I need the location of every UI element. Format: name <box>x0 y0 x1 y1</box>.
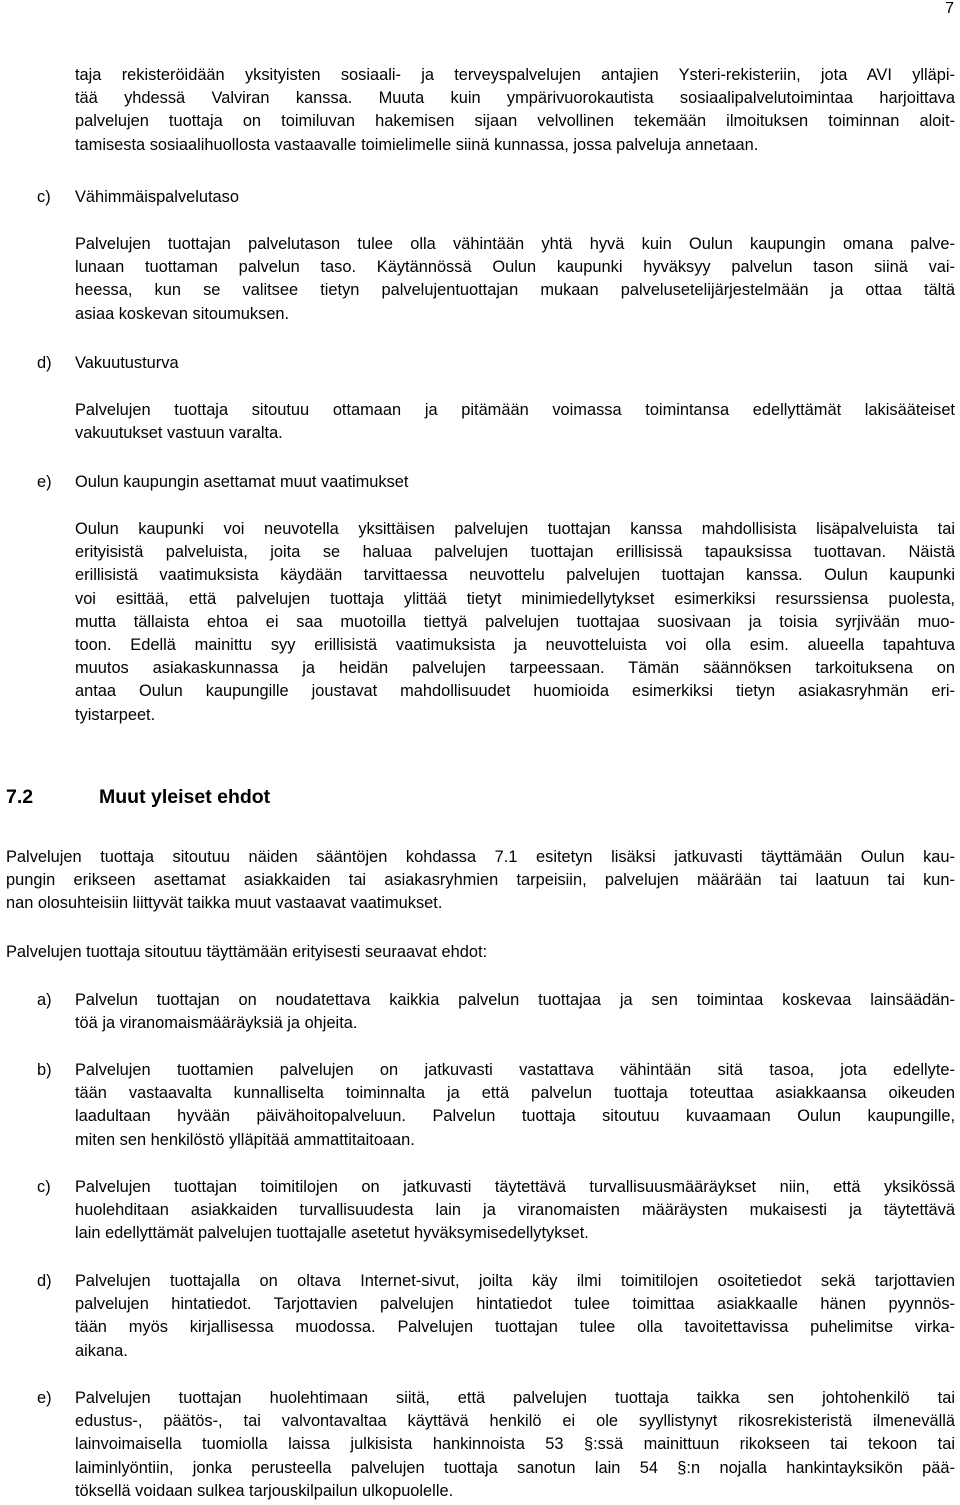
text-line: töä ja viranomaismääräyksiä ja ohjeita. <box>75 1014 358 1033</box>
condition-c-body <box>75 1176 955 1246</box>
text-line: muutos asiakaskunnassa ja heidän palvelujen tarpeessaan. Tämän säännöksen tarkoituksena on <box>75 659 955 678</box>
section-e-letter: e) <box>37 473 52 491</box>
section-e-title: Oulun kaupungin asettamat muut vaatimukset <box>75 473 409 491</box>
text-line: tyistarpeet. <box>75 705 156 724</box>
text-line: tään myös kirjallisessa muodossa. Palvelujen tuottajan tulee olla tavoitettavissa puhelimitse virka- <box>75 1318 955 1337</box>
text-line: pungin erikseen asettamat asiakkaiden tai asiakasryhmien tarpeisiin, palvelujen määrään tai laatuun tai kun- <box>6 871 955 890</box>
section-c-letter: c) <box>37 188 51 206</box>
section-d-letter: d) <box>37 354 52 372</box>
condition-d-letter: d) <box>37 1272 52 1290</box>
text-line: nan olosuhteisiin liittyvät taikka muut vastaavat vaatimukset. <box>6 894 443 913</box>
text-line: palvelujen hintatiedot. Tarjottavien palvelujen hintatiedot tulee toimittaa asiakkaalle hänen pyynnös- <box>75 1295 955 1314</box>
top-paragraph <box>75 64 955 157</box>
text-line: Palvelujen tuottajalla on oltava Internet-sivut, joilta käy ilmi toimitilojen osoitetiedot sekä tarjottavien <box>75 1272 955 1290</box>
condition-a-letter: a) <box>37 991 52 1009</box>
text-line: toon. Edellä mainittu syy erillisistä vaatimuksista ja neuvotteluista voi olla esim. alueella tapahtuva <box>75 636 955 655</box>
section-d-title: Vakuutusturva <box>75 354 179 372</box>
text-line: laiminlyöntiin, jonka perusteella palvelujen tuottaja sanotun lain 54 §:n nojalla hankintayksikön pää- <box>75 1458 955 1477</box>
text-line: aikana. <box>75 1341 128 1360</box>
condition-c-letter: c) <box>37 1178 51 1196</box>
text-line: Oulun kaupunki voi neuvotella yksittäisen palvelujen tuottajan kanssa mahdollisista lisäpalveluista tai <box>75 520 955 538</box>
text-line: Palvelujen tuottajan huolehtimaan siitä, että palvelujen tuottaja taikka sen johtohenkilö tai <box>75 1389 955 1407</box>
text-line: mutta tällaista ehtoa ei saa muotoilla tiettyä palvelujen tuottajaa suosivaan ja toisia syrjivään muo- <box>75 612 955 631</box>
section-heading-title: Muut yleiset ehdot <box>99 786 271 808</box>
text-line: laadultaan hyvään päivähoitopalveluun. Palvelun tuottaja sitoutuu kuvaamaan Oulun kaupungille, <box>75 1107 955 1126</box>
text-line: Palvelujen tuottaja sitoutuu ottamaan ja pitämään voimassa toimintansa edellyttämät lakisääteiset <box>75 401 955 419</box>
text-line: taja rekisteröidään yksityisten sosiaali- ja terveyspalvelujen antajien Ysteri-rekisteriin, jota AVI ylläpi- <box>75 66 955 84</box>
section-c-body <box>75 233 955 326</box>
condition-d-body <box>75 1270 955 1363</box>
condition-e-body <box>75 1387 955 1503</box>
text-line: Palvelujen tuottamien palvelujen on jatkuvasti vastattava vähintään sitä tasoa, jota edellyte- <box>75 1061 955 1079</box>
text-line: voi esittää, että palvelujen tuottaja ylittää tietyt minimiedellytykset esimerkiksi resurssiensa puolesta, <box>75 589 955 608</box>
text-line: heessa, kun se valitsee tietyn palvelujentuottajan mukaan palvelusetelijärjestelmään ja ottaa tältä <box>75 281 955 300</box>
text-line: Palvelujen tuottajan toimitilojen on jatkuvasti täytettävä turvallisuusmääräykset niin, että yksikössä <box>75 1178 955 1196</box>
text-line: miten sen henkilöstö ylläpitää ammattitaitoaan. <box>75 1130 415 1149</box>
condition-e-letter: e) <box>37 1389 52 1407</box>
text-line: huolehditaan asiakkaiden turvallisuudesta lain ja viranomaisten määräysten mukaisesti ja täytettävä <box>75 1201 955 1220</box>
section-c-title: Vähimmäispalvelutaso <box>75 188 239 206</box>
section-e-body <box>75 518 955 727</box>
text-line: Palvelujen tuottajan palvelutason tulee olla vähintään yhtä hyvä kuin Oulun kaupungin omana palve- <box>75 235 955 253</box>
condition-a-body <box>75 989 955 1035</box>
text-line: antaa Oulun kaupungille joustavat mahdollisuudet huomioida esimerkiksi tietyn asiakasryhmän eri- <box>75 682 955 701</box>
text-line: tää yhdessä Valviran kanssa. Muuta kuin ympärivuorokautista sosiaalipalvelutoimintaa harjoittava <box>75 89 955 108</box>
text-line: Palvelujen tuottaja sitoutuu näiden sääntöjen kohdassa 7.1 esitetyn lisäksi jatkuvasti täyttämään Oulun kau- <box>6 848 955 866</box>
condition-b-body <box>75 1059 955 1152</box>
text-line: tamisesta sosiaalihuollosta vastaavalle toimielimelle siinä kunnassa, jossa palveluja annetaan. <box>75 135 759 154</box>
text-line: erillisistä vaatimuksista käydään tarvittaessa neuvottelu palvelujen tuottajan kanssa. Oulun kaupunki <box>75 566 955 585</box>
text-line: lunaan tuottaman palvelun taso. Käytännössä Oulun kaupunki hyväksyy palvelun tason siinä vai- <box>75 258 955 277</box>
text-line: Palvelun tuottajan on noudatettava kaikkia palvelun tuottajaa ja sen toimintaa koskevaa lainsäädän- <box>75 991 955 1009</box>
page-number: 7 <box>945 0 954 17</box>
conditions-lead: Palvelujen tuottaja sitoutuu täyttämään erityisesti seuraavat ehdot: <box>6 943 488 961</box>
text-line: lain edellyttämät palvelujen tuottajalle asetetut hyväksymisedellytykset. <box>75 1224 589 1243</box>
text-line: erityisistä palveluista, joita se haluaa palvelujen tuottajan erillisissä tapauksissa tuottavan. Näistä <box>75 543 955 562</box>
text-line: palvelujen tuottaja on toimiluvan hakemisen sijaan velvollinen tekemään ilmoituksen toiminnan aloit- <box>75 112 955 131</box>
text-line: asiaa koskevan sitoumuksen. <box>75 304 290 323</box>
text-line: töksellä voidaan sulkea tarjouskilpailun ulkopuolelle. <box>75 1481 454 1500</box>
section-d-body <box>75 399 955 445</box>
condition-b-letter: b) <box>37 1061 52 1079</box>
text-line: lainvoimaisella tuomiolla laissa julkisista hankinnoista 53 §:ssä mainittuun rikokseen tai tekoon tai <box>75 1435 955 1454</box>
text-line: edustus-, päätös-, tai valvontavaltaa käyttävä henkilö ei ole syyllistynyt rikosrekisteristä ilmenevällä <box>75 1412 955 1431</box>
text-line: tään vastaavalta kunnalliselta toiminnalta ja että palvelun tuottaja toteuttaa asiakkaansa oikeuden <box>75 1084 955 1103</box>
text-line: vakuutukset vastuun varalta. <box>75 424 283 443</box>
intro-paragraph <box>6 846 955 916</box>
section-heading-number: 7.2 <box>6 786 34 808</box>
